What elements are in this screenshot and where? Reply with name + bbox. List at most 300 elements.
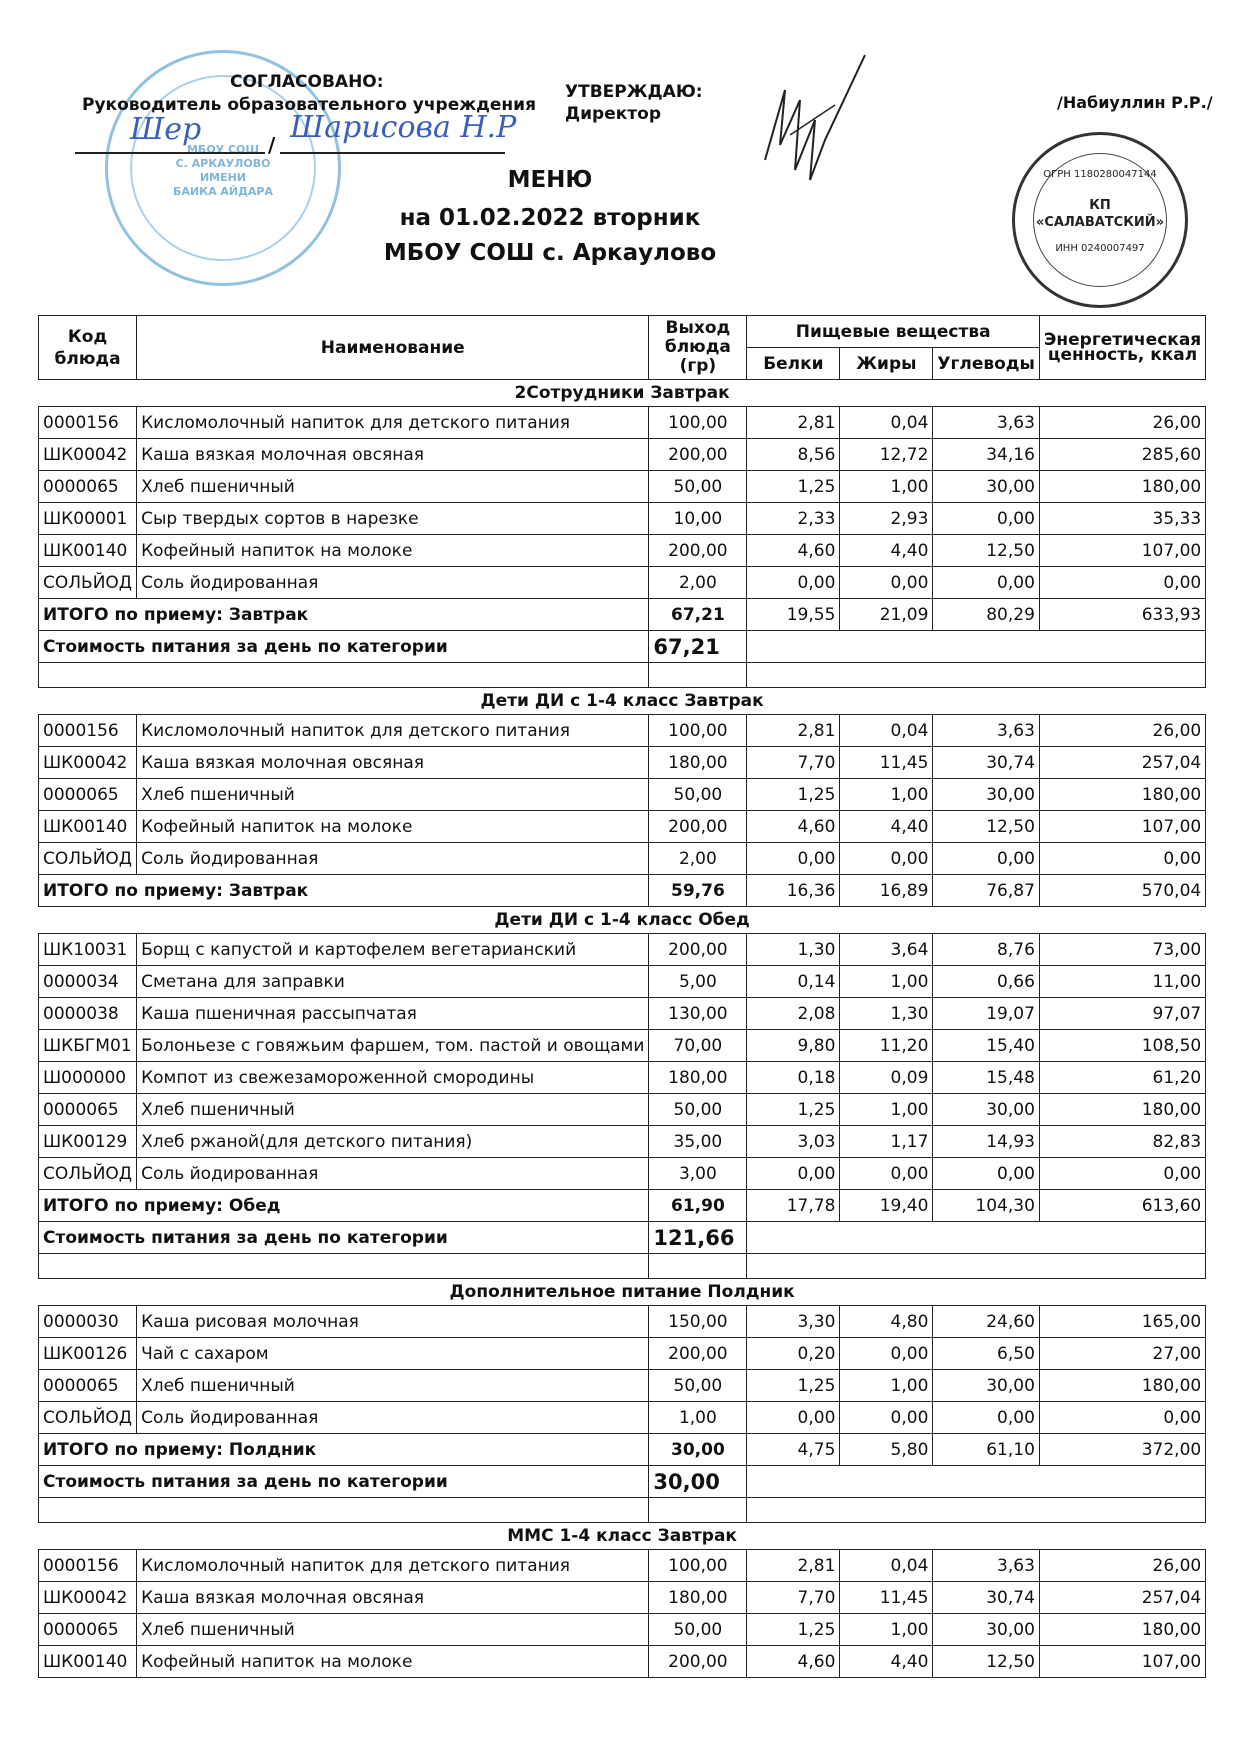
dish-carbs: 3,63 [933, 407, 1040, 439]
dish-code: 0000038 [39, 998, 137, 1030]
dish-output: 3,00 [649, 1158, 747, 1190]
dish-output: 180,00 [649, 747, 747, 779]
meal-total-proteins: 19,55 [747, 599, 840, 631]
dish-energy: 0,00 [1039, 567, 1205, 599]
menu-item-row [39, 439, 1206, 471]
dish-proteins: 0,20 [747, 1338, 840, 1370]
supplier-stamp-ogrn: ОГРН 1180280047144 [1043, 169, 1157, 180]
dish-code: 0000030 [39, 1306, 137, 1338]
dish-carbs: 30,00 [933, 1094, 1040, 1126]
dish-fats: 11,45 [840, 747, 933, 779]
dish-carbs: 0,66 [933, 966, 1040, 998]
section-header [39, 380, 1206, 407]
dish-name: Кисломолочный напиток для детского питания [137, 407, 649, 439]
dish-output: 70,00 [649, 1030, 747, 1062]
school-stamp-line: С. АРКАУЛОВО [175, 157, 271, 170]
dish-code: Ш000000 [39, 1062, 137, 1094]
daily-cost-label: Стоимость питания за день по категории [39, 1222, 649, 1254]
dish-code: СОЛЬЙОД [39, 567, 137, 599]
daily-cost-blank [747, 1222, 1206, 1254]
dish-proteins: 2,08 [747, 998, 840, 1030]
dish-output: 50,00 [649, 471, 747, 503]
dish-name: Сметана для заправки [137, 966, 649, 998]
column-header-nutrients: Пищевые вещества [747, 316, 1040, 348]
meal-total-fats: 19,40 [840, 1190, 933, 1222]
menu-item-row [39, 1030, 1206, 1062]
menu-school: МБОУ СОШ с. Аркаулово [383, 240, 717, 266]
supplier-stamp-line: КП [1089, 198, 1111, 213]
menu-item-row [39, 1370, 1206, 1402]
daily-cost-value: 121,66 [649, 1222, 747, 1254]
dish-energy: 285,60 [1039, 439, 1205, 471]
column-header-code: Код блюда [39, 316, 137, 380]
section-header [39, 1523, 1206, 1550]
dish-fats: 0,04 [840, 407, 933, 439]
meal-total-output: 30,00 [649, 1434, 747, 1466]
dish-energy: 26,00 [1039, 715, 1205, 747]
dish-fats: 1,00 [840, 1370, 933, 1402]
dish-fats: 1,00 [840, 1094, 933, 1126]
dish-fats: 2,93 [840, 503, 933, 535]
dish-energy: 180,00 [1039, 1614, 1205, 1646]
dish-energy: 180,00 [1039, 779, 1205, 811]
dish-proteins: 0,00 [747, 1158, 840, 1190]
dish-fats: 11,45 [840, 1582, 933, 1614]
dish-carbs: 0,00 [933, 843, 1040, 875]
meal-total-output: 67,21 [649, 599, 747, 631]
menu-title: МЕНЮ [507, 167, 593, 193]
signature-head-short: Шер [130, 112, 202, 147]
dish-output: 200,00 [649, 811, 747, 843]
daily-cost-row [39, 1466, 1206, 1498]
empty-cell [747, 663, 1206, 688]
dish-name: Каша рисовая молочная [137, 1306, 649, 1338]
approved-role: Директор [565, 104, 661, 124]
dish-name: Соль йодированная [137, 843, 649, 875]
dish-carbs: 6,50 [933, 1338, 1040, 1370]
dish-code: 0000065 [39, 471, 137, 503]
dish-proteins: 1,25 [747, 1370, 840, 1402]
dish-output: 5,00 [649, 966, 747, 998]
dish-proteins: 0,00 [747, 843, 840, 875]
dish-carbs: 0,00 [933, 1402, 1040, 1434]
dish-fats: 3,64 [840, 934, 933, 966]
empty-cell [39, 663, 649, 688]
dish-energy: 11,00 [1039, 966, 1205, 998]
dish-output: 180,00 [649, 1062, 747, 1094]
meal-total-carbs: 61,10 [933, 1434, 1040, 1466]
dish-carbs: 30,00 [933, 471, 1040, 503]
dish-name: Сыр твердых сортов в нарезке [137, 503, 649, 535]
column-header-proteins: Белки [747, 348, 840, 380]
dish-output: 200,00 [649, 1646, 747, 1678]
dish-output: 200,00 [649, 934, 747, 966]
meal-total-label: ИТОГО по приему: Завтрак [39, 599, 649, 631]
dish-name: Кисломолочный напиток для детского питания [137, 715, 649, 747]
dish-proteins: 4,60 [747, 1646, 840, 1678]
dish-energy: 180,00 [1039, 1094, 1205, 1126]
dish-name: Каша вязкая молочная овсяная [137, 1582, 649, 1614]
dish-name: Хлеб пшеничный [137, 471, 649, 503]
dish-energy: 27,00 [1039, 1338, 1205, 1370]
dish-energy: 257,04 [1039, 1582, 1205, 1614]
section-header [39, 1279, 1206, 1306]
menu-item-row [39, 811, 1206, 843]
menu-item-row [39, 1158, 1206, 1190]
menu-item-row [39, 715, 1206, 747]
dish-carbs: 0,00 [933, 567, 1040, 599]
dish-code: 0000065 [39, 1614, 137, 1646]
dish-proteins: 0,14 [747, 966, 840, 998]
meal-total-carbs: 104,30 [933, 1190, 1040, 1222]
meal-total-carbs: 76,87 [933, 875, 1040, 907]
dish-output: 50,00 [649, 1614, 747, 1646]
supplier-stamp-line: «САЛАВАТСКИЙ» [1035, 215, 1165, 230]
section-header [39, 907, 1206, 934]
dish-name: Болоньезе с говяжьим фаршем, том. пастой и овощами [137, 1030, 649, 1062]
meal-total-energy: 613,60 [1039, 1190, 1205, 1222]
dish-proteins: 3,30 [747, 1306, 840, 1338]
dish-code: ШК00140 [39, 1646, 137, 1678]
menu-item-row [39, 843, 1206, 875]
dish-fats: 0,00 [840, 1402, 933, 1434]
dish-carbs: 3,63 [933, 1550, 1040, 1582]
menu-item-row [39, 1402, 1206, 1434]
menu-item-row [39, 407, 1206, 439]
dish-fats: 0,00 [840, 567, 933, 599]
daily-cost-value: 67,21 [649, 631, 747, 663]
dish-carbs: 12,50 [933, 535, 1040, 567]
dish-code: 0000065 [39, 1370, 137, 1402]
signature-line [75, 152, 265, 154]
meal-total-row [39, 1190, 1206, 1222]
dish-fats: 11,20 [840, 1030, 933, 1062]
signature-separator: / [268, 133, 276, 157]
meal-total-row [39, 599, 1206, 631]
signature-line [280, 152, 505, 154]
dish-energy: 82,83 [1039, 1126, 1205, 1158]
dish-fats: 0,00 [840, 843, 933, 875]
menu-item-row [39, 1094, 1206, 1126]
dish-output: 200,00 [649, 1338, 747, 1370]
dish-energy: 107,00 [1039, 811, 1205, 843]
menu-body [39, 380, 1206, 1678]
section-title: ММС 1-4 класс Завтрак [39, 1523, 1206, 1550]
dish-proteins: 2,33 [747, 503, 840, 535]
empty-cell [649, 663, 747, 688]
meal-total-output: 59,76 [649, 875, 747, 907]
dish-name: Каша пшеничная рассыпчатая [137, 998, 649, 1030]
dish-energy: 180,00 [1039, 471, 1205, 503]
menu-date: на 01.02.2022 вторник [399, 205, 701, 231]
meal-total-row [39, 875, 1206, 907]
dish-output: 180,00 [649, 1582, 747, 1614]
dish-energy: 0,00 [1039, 1158, 1205, 1190]
dish-carbs: 34,16 [933, 439, 1040, 471]
dish-code: ШК00140 [39, 811, 137, 843]
dish-code: 0000156 [39, 407, 137, 439]
school-stamp-line: МБОУ СОШ [186, 143, 259, 156]
dish-proteins: 0,00 [747, 1402, 840, 1434]
section-title: Дополнительное питание Полдник [39, 1279, 1206, 1306]
section-title: Дети ДИ с 1-4 класс Обед [39, 907, 1206, 934]
dish-fats: 4,40 [840, 811, 933, 843]
menu-item-row [39, 1062, 1206, 1094]
menu-item-row [39, 471, 1206, 503]
meal-total-proteins: 16,36 [747, 875, 840, 907]
dish-carbs: 30,00 [933, 1614, 1040, 1646]
daily-cost-blank [747, 631, 1206, 663]
empty-cell [39, 1254, 649, 1279]
dish-carbs: 12,50 [933, 1646, 1040, 1678]
empty-cell [747, 1254, 1206, 1279]
approved-title: УТВЕРЖДАЮ: [565, 82, 703, 102]
dish-code: ШК00042 [39, 1582, 137, 1614]
column-header-energy: Энергетическая ценность, ккал [1039, 316, 1205, 380]
dish-proteins: 4,60 [747, 811, 840, 843]
dish-fats: 0,04 [840, 1550, 933, 1582]
dish-fats: 4,80 [840, 1306, 933, 1338]
dish-proteins: 0,18 [747, 1062, 840, 1094]
dish-energy: 61,20 [1039, 1062, 1205, 1094]
dish-code: ШК00042 [39, 747, 137, 779]
column-header-fats: Жиры [840, 348, 933, 380]
dish-output: 100,00 [649, 715, 747, 747]
dish-carbs: 30,00 [933, 779, 1040, 811]
menu-item-row [39, 1646, 1206, 1678]
dish-fats: 4,40 [840, 1646, 933, 1678]
empty-row [39, 663, 1206, 688]
dish-fats: 0,04 [840, 715, 933, 747]
dish-name: Борщ с капустой и картофелем вегетарианский [137, 934, 649, 966]
dish-energy: 0,00 [1039, 843, 1205, 875]
meal-total-row [39, 1434, 1206, 1466]
dish-energy: 0,00 [1039, 1402, 1205, 1434]
dish-fats: 1,00 [840, 471, 933, 503]
dish-output: 200,00 [649, 535, 747, 567]
dish-energy: 180,00 [1039, 1370, 1205, 1402]
dish-output: 50,00 [649, 1094, 747, 1126]
dish-code: ШК00001 [39, 503, 137, 535]
dish-carbs: 12,50 [933, 811, 1040, 843]
section-header [39, 688, 1206, 715]
dish-carbs: 0,00 [933, 1158, 1040, 1190]
dish-code: СОЛЬЙОД [39, 1158, 137, 1190]
dish-fats: 1,00 [840, 1614, 933, 1646]
daily-cost-blank [747, 1466, 1206, 1498]
dish-output: 50,00 [649, 1370, 747, 1402]
empty-cell [649, 1498, 747, 1523]
meal-total-label: ИТОГО по приему: Завтрак [39, 875, 649, 907]
meal-total-energy: 633,93 [1039, 599, 1205, 631]
dish-code: 0000065 [39, 779, 137, 811]
meal-total-fats: 5,80 [840, 1434, 933, 1466]
dish-name: Соль йодированная [137, 1158, 649, 1190]
dish-energy: 26,00 [1039, 1550, 1205, 1582]
dish-output: 35,00 [649, 1126, 747, 1158]
menu-item-row [39, 966, 1206, 998]
dish-proteins: 9,80 [747, 1030, 840, 1062]
dish-fats: 12,72 [840, 439, 933, 471]
dish-output: 200,00 [649, 439, 747, 471]
daily-cost-label: Стоимость питания за день по категории [39, 1466, 649, 1498]
dish-code: СОЛЬЙОД [39, 843, 137, 875]
dish-name: Кофейный напиток на молоке [137, 1646, 649, 1678]
dish-name: Хлеб пшеничный [137, 779, 649, 811]
dish-energy: 108,50 [1039, 1030, 1205, 1062]
dish-fats: 1,00 [840, 779, 933, 811]
menu-item-row [39, 1338, 1206, 1370]
director-name: /Набиуллин Р.Р./ [1057, 93, 1213, 112]
dish-energy: 257,04 [1039, 747, 1205, 779]
dish-energy: 73,00 [1039, 934, 1205, 966]
meal-total-energy: 372,00 [1039, 1434, 1205, 1466]
section-title: 2Сотрудники Завтрак [39, 380, 1206, 407]
dish-proteins: 2,81 [747, 407, 840, 439]
dish-proteins: 4,60 [747, 535, 840, 567]
dish-carbs: 8,76 [933, 934, 1040, 966]
menu-item-row [39, 747, 1206, 779]
dish-code: ШК10031 [39, 934, 137, 966]
dish-output: 1,00 [649, 1402, 747, 1434]
dish-energy: 26,00 [1039, 407, 1205, 439]
menu-item-row [39, 1582, 1206, 1614]
menu-item-row [39, 1614, 1206, 1646]
dish-code: 0000065 [39, 1094, 137, 1126]
meal-total-proteins: 17,78 [747, 1190, 840, 1222]
dish-name: Хлеб ржаной(для детского питания) [137, 1126, 649, 1158]
dish-code: ШКБГМ01 [39, 1030, 137, 1062]
dish-proteins: 1,30 [747, 934, 840, 966]
dish-output: 50,00 [649, 779, 747, 811]
menu-table [38, 315, 1206, 1678]
dish-name: Каша вязкая молочная овсяная [137, 747, 649, 779]
dish-name: Соль йодированная [137, 1402, 649, 1434]
dish-carbs: 30,74 [933, 1582, 1040, 1614]
dish-code: ШК00126 [39, 1338, 137, 1370]
dish-carbs: 14,93 [933, 1126, 1040, 1158]
dish-energy: 165,00 [1039, 1306, 1205, 1338]
dish-fats: 0,09 [840, 1062, 933, 1094]
column-header-carbs: Углеводы [933, 348, 1040, 380]
dish-name: Хлеб пшеничный [137, 1094, 649, 1126]
dish-energy: 35,33 [1039, 503, 1205, 535]
dish-proteins: 2,81 [747, 1550, 840, 1582]
dish-name: Соль йодированная [137, 567, 649, 599]
dish-proteins: 1,25 [747, 1094, 840, 1126]
dish-carbs: 15,40 [933, 1030, 1040, 1062]
meal-total-proteins: 4,75 [747, 1434, 840, 1466]
dish-output: 100,00 [649, 1550, 747, 1582]
menu-item-row [39, 934, 1206, 966]
dish-name: Хлеб пшеничный [137, 1614, 649, 1646]
menu-item-row [39, 1550, 1206, 1582]
dish-code: 0000156 [39, 715, 137, 747]
dish-output: 2,00 [649, 843, 747, 875]
dish-fats: 4,40 [840, 535, 933, 567]
dish-carbs: 0,00 [933, 503, 1040, 535]
menu-item-row [39, 1126, 1206, 1158]
dish-proteins: 8,56 [747, 439, 840, 471]
dish-proteins: 2,81 [747, 715, 840, 747]
dish-code: ШК00042 [39, 439, 137, 471]
supplier-stamp-inn: ИНН 0240007497 [1055, 243, 1145, 254]
column-header-name: Наименование [137, 316, 649, 380]
dish-fats: 0,00 [840, 1338, 933, 1370]
dish-energy: 107,00 [1039, 1646, 1205, 1678]
dish-energy: 107,00 [1039, 535, 1205, 567]
empty-cell [39, 1498, 649, 1523]
meal-total-label: ИТОГО по приему: Обед [39, 1190, 649, 1222]
dish-code: ШК00129 [39, 1126, 137, 1158]
dish-carbs: 3,63 [933, 715, 1040, 747]
dish-fats: 1,30 [840, 998, 933, 1030]
signature-head-full: Шарисова Н.Р [290, 110, 517, 145]
dish-proteins: 1,25 [747, 1614, 840, 1646]
dish-carbs: 15,48 [933, 1062, 1040, 1094]
menu-item-row [39, 503, 1206, 535]
dish-output: 150,00 [649, 1306, 747, 1338]
agreed-title: СОГЛАСОВАНО: [230, 72, 384, 92]
menu-item-row [39, 1306, 1206, 1338]
dish-proteins: 1,25 [747, 779, 840, 811]
dish-output: 2,00 [649, 567, 747, 599]
empty-cell [747, 1498, 1206, 1523]
daily-cost-value: 30,00 [649, 1466, 747, 1498]
dish-name: Кисломолочный напиток для детского питания [137, 1550, 649, 1582]
dish-proteins: 3,03 [747, 1126, 840, 1158]
empty-row [39, 1254, 1206, 1279]
agreed-role: Руководитель образовательного учреждения [82, 95, 537, 115]
meal-total-fats: 21,09 [840, 599, 933, 631]
meal-total-carbs: 80,29 [933, 599, 1040, 631]
daily-cost-label: Стоимость питания за день по категории [39, 631, 649, 663]
empty-cell [649, 1254, 747, 1279]
dish-proteins: 7,70 [747, 1582, 840, 1614]
dish-name: Хлеб пшеничный [137, 1370, 649, 1402]
dish-name: Кофейный напиток на молоке [137, 811, 649, 843]
dish-name: Компот из свежезамороженной смородины [137, 1062, 649, 1094]
dish-energy: 97,07 [1039, 998, 1205, 1030]
dish-fats: 1,00 [840, 966, 933, 998]
dish-carbs: 30,00 [933, 1370, 1040, 1402]
column-header-output: Выход блюда (гр) [649, 316, 747, 380]
dish-fats: 1,17 [840, 1126, 933, 1158]
menu-item-row [39, 535, 1206, 567]
meal-total-energy: 570,04 [1039, 875, 1205, 907]
dish-code: 0000034 [39, 966, 137, 998]
dish-name: Кофейный напиток на молоке [137, 535, 649, 567]
meal-total-output: 61,90 [649, 1190, 747, 1222]
dish-proteins: 1,25 [747, 471, 840, 503]
school-stamp-line: БАИКА АЙДАРА [172, 185, 274, 198]
dish-carbs: 30,74 [933, 747, 1040, 779]
dish-output: 10,00 [649, 503, 747, 535]
dish-carbs: 24,60 [933, 1306, 1040, 1338]
school-stamp-line: ИМЕНИ [199, 171, 247, 184]
menu-item-row [39, 567, 1206, 599]
dish-fats: 0,00 [840, 1158, 933, 1190]
dish-output: 100,00 [649, 407, 747, 439]
dish-name: Каша вязкая молочная овсяная [137, 439, 649, 471]
section-title: Дети ДИ с 1-4 класс Завтрак [39, 688, 1206, 715]
dish-proteins: 7,70 [747, 747, 840, 779]
dish-code: 0000156 [39, 1550, 137, 1582]
dish-output: 130,00 [649, 998, 747, 1030]
menu-item-row [39, 779, 1206, 811]
dish-proteins: 0,00 [747, 567, 840, 599]
dish-carbs: 19,07 [933, 998, 1040, 1030]
